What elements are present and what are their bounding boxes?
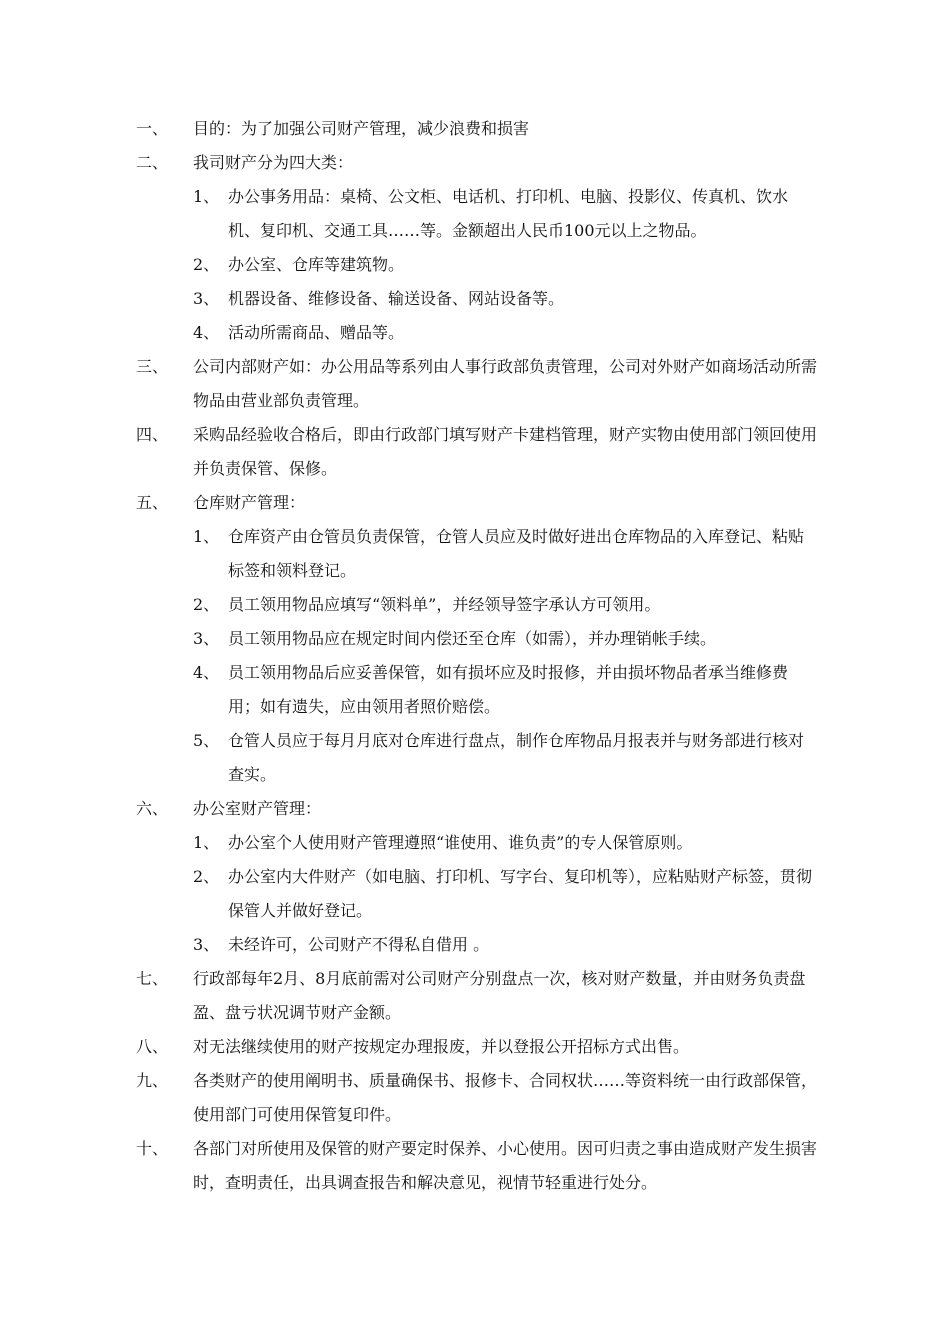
section-8: [0, 1030, 950, 1064]
sub-item: [0, 588, 950, 622]
sub-item-number: 4、: [193, 663, 220, 682]
section-1: [0, 112, 950, 146]
sub-item: [0, 724, 950, 792]
section-text: 目的：为了加强公司财产管理，减少浪费和损害: [193, 119, 530, 138]
sub-item-text: 员工领用物品应填写“领料单”，并经领导签字承认方可领用。: [228, 595, 661, 614]
section-4: [0, 418, 950, 486]
section-text: 各类财产的使用阐明书、质量确保书、报修卡、合同权状……等资料统一由行政部保管，使用部门可使用保管复印件。: [193, 1071, 818, 1124]
sub-item-number: 2、: [193, 255, 220, 274]
section-7: [0, 962, 950, 1030]
sub-item-text: 办公事务用品：桌椅、公文柜、电话机、打印机、电脑、投影仪、传真机、饮水机、复印机、交通工具……等。金额超出人民币100元以上之物品。: [228, 187, 789, 240]
sub-item-text: 未经许可，公司财产不得私自借用 。: [228, 935, 490, 954]
section-text: 采购品经验收合格后，即由行政部门填写财产卡建档管理，财产实物由使用部门领回使用并负责保管、保修。: [193, 425, 818, 478]
sub-item-number: 3、: [193, 629, 220, 648]
section-text: 办公室财产管理：: [193, 799, 322, 818]
section-number: 九、: [136, 1071, 169, 1090]
section-text: 行政部每年2月、8月底前需对公司财产分别盘点一次，核对财产数量，并由财务负责盘盈、盘亏状况调节财产金额。: [193, 969, 806, 1022]
sub-item-text: 仓库资产由仓管员负责保管，仓管人员应及时做好进出仓库物品的入库登记、粘贴标签和领料登记。: [228, 527, 805, 580]
sub-item-number: 3、: [193, 289, 220, 308]
section-3: [0, 350, 950, 418]
section-2: [0, 146, 950, 180]
sub-item-number: 1、: [193, 187, 220, 206]
sub-item-number: 2、: [193, 595, 220, 614]
sub-item-number: 5、: [193, 731, 220, 750]
sub-item: [0, 928, 950, 962]
sub-item: [0, 248, 950, 282]
sub-item-number: 3、: [193, 935, 220, 954]
sub-item: [0, 520, 950, 588]
sub-item-text: 机器设备、维修设备、输送设备、网站设备等。: [228, 289, 565, 308]
sub-item-text: 办公室内大件财产（如电脑、打印机、写字台、复印机等），应粘贴财产标签，贯彻保管人并做好登记。: [228, 867, 813, 920]
sub-item: [0, 316, 950, 350]
section-10: [0, 1132, 950, 1200]
document-body: [0, 112, 950, 1200]
sub-item-text: 办公室个人使用财产管理遵照“谁使用、谁负责”的专人保管原则。: [228, 833, 693, 852]
section-number: 五、: [136, 493, 169, 512]
sub-item-text: 活动所需商品、赠品等。: [228, 323, 405, 342]
section-text: 仓库财产管理：: [193, 493, 306, 512]
section-number: 十、: [136, 1139, 169, 1158]
sub-item: [0, 860, 950, 928]
sub-item-number: 2、: [193, 867, 220, 886]
sub-item: [0, 622, 950, 656]
sub-item-number: 1、: [193, 527, 220, 546]
section-9: [0, 1064, 950, 1132]
section-6: [0, 792, 950, 826]
sub-item-text: 员工领用物品后应妥善保管，如有损坏应及时报修，并由损坏物品者承当维修费用；如有遗失，应由领用者照价赔偿。: [228, 663, 789, 716]
sub-item-number: 4、: [193, 323, 220, 342]
section-number: 六、: [136, 799, 169, 818]
section-text: 各部门对所使用及保管的财产要定时保养、小心使用。因可归责之事由造成财产发生损害时，查明责任，出具调查报告和解决意见，视情节轻重进行处分。: [193, 1139, 818, 1192]
section-number: 八、: [136, 1037, 169, 1056]
section-number: 七、: [136, 969, 169, 988]
section-text: 我司财产分为四大类：: [193, 153, 354, 172]
section-5: [0, 486, 950, 520]
section-number: 四、: [136, 425, 169, 444]
sub-item-text: 员工领用物品应在规定时间内偿还至仓库（如需），并办理销帐手续。: [228, 629, 717, 648]
section-number: 三、: [136, 357, 169, 376]
section-text: 公司内部财产如：办公用品等系列由人事行政部负责管理，公司对外财产如商场活动所需物品由营业部负责管理。: [193, 357, 818, 410]
section-number: 一、: [136, 119, 169, 138]
sub-item-text: 仓管人员应于每月月底对仓库进行盘点，制作仓库物品月报表并与财务部进行核对查实。: [228, 731, 805, 784]
sub-item: [0, 656, 950, 724]
sub-item: [0, 282, 950, 316]
section-number: 二、: [136, 153, 169, 172]
sub-item: [0, 180, 950, 248]
sub-item-text: 办公室、仓库等建筑物。: [228, 255, 405, 274]
sub-item-number: 1、: [193, 833, 220, 852]
sub-item: [0, 826, 950, 860]
section-text: 对无法继续使用的财产按规定办理报废，并以登报公开招标方式出售。: [193, 1037, 690, 1056]
